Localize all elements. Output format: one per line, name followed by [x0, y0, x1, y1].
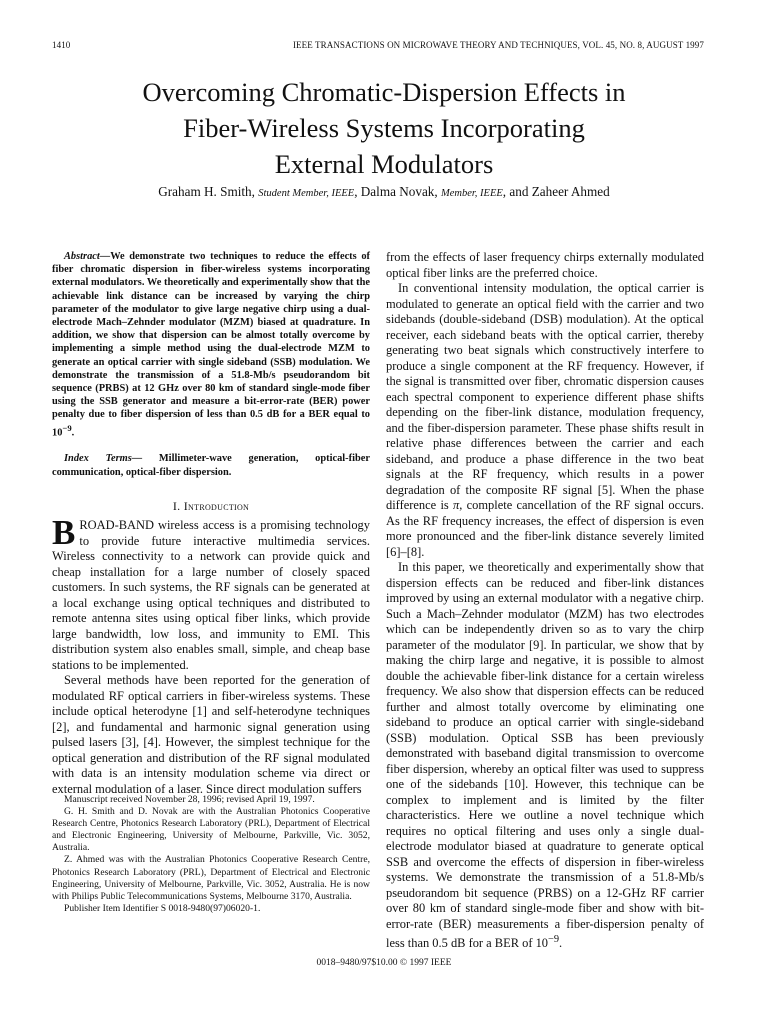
page-number: 1410: [52, 40, 71, 50]
body-paragraph: [386, 281, 704, 560]
abstract-text: We demonstrate two techniques to reduce the effects of fiber chromatic dispersion in fiber-wireless systems incorporating external modulators. We theoretically and experimentally show that the achievable link distance can be increased by varying the chirp parameter of the modulator to give large negative chirp using a dual-electrode Mach–Zehnder modulator (MZM) biased at quadrature. In addition, we show that dispersion can be almost totally overcome by implementing a simple method using the dual-electrode MZM to generate an optical carrier with single sideband (SSB) modulation. We demonstrate the transmission of a 51.8-Mb/s pseudorandom bit sequence (PRBS) at 12 GHz over 80 km of standard single-mode fiber using the SSB generator and measure a bit-error-rate (BER) power penalty due to fiber dispersion of less than 0.5 dB for a BER equal to 10: [52, 251, 370, 439]
footnote: Z. Ahmed was with the Australian Photonics Cooperative Research Centre, Photonics Research Laboratory (PRL), Department of Electrical and Electronic Engineering, University of Melbourne, Parkville, Vic. 3052, Australia. He is now with Philips Public Telecommunications Systems, Melbourne 3170, Australia.: [52, 854, 370, 902]
footnote: Manuscript received November 28, 1996; revised April 19, 1997.: [64, 794, 315, 805]
footnotes: [52, 794, 370, 915]
title-line: Fiber-Wireless Systems Incorporating: [183, 113, 585, 143]
index-terms-text: Millimeter-wave generation, optical-fiber communication, optical-fiber dispersion.: [52, 453, 370, 478]
title-line: External Modulators: [274, 149, 494, 179]
footnote: G. H. Smith and D. Novak are with the Australian Photonics Cooperative Research Centre, Photonics Research Laboratory (PRL), Department of Electrical and Electronic Engineering, University of Melbourne, Parkville, Vic. 3052, Australia.: [52, 806, 370, 854]
footnote: Publisher Item Identifier S 0018-9480(97)06020-1.: [64, 902, 261, 914]
section-heading: [52, 499, 370, 515]
abstract-end: .: [71, 427, 75, 439]
index-terms-lead: Index Terms—: [64, 453, 143, 465]
author-role: Student Member, IEEE: [258, 188, 355, 199]
body-text: In this paper, we theoretically and experimentally show that dispersion effects can be reduced and fiber-link distances improved by using an external modulator with a negative chirp. Such a Mach–Zehnder modulator (MZM) has two electrodes which can be independently driven so as to vary the chirp parameter of the modulator [9]. In particular, we show that by making the chirp large and negative, it is possible to almost double the achievable fiber-link distance for a certain wireless frequency. We also show that dispersion effects can be reduced further and almost totally overcome by eliminating one sideband to produce an optical carrier with single-sideband (SSB) modulation. Optical SSB has been previously demonstrated with baseband digital transmission to overcome fiber dispersion, whereby an optical filter was used to suppress one of the sidebands [10]. However, this technique can be complex to implement and is limited by the filter characteristics. Here we outline a novel technique which requires no optical filtering and uses only a single dual-electrode modulator biased at quadrature to generate optical SSB and overcome the effects of dispersion in fiber-wireless systems. We demonstrate the transmission of a 51.8-Mb/s pseudorandom bit sequence (PRBS) on a 12-GHz RF carrier over 80 km of standard single-mode fiber and show with bit-error-rate (BER) measurements a fiber-dispersion penalty of less than 0.5 dB for a BER of 10: [386, 560, 704, 951]
body-text: In conventional intensity modulation, the optical carrier is modulated to generate an optical field with the carrier and two sidebands (double-sideband (DSB) modulation). At the optical receiver, each sideband beats with the optical carrier, thereby generating two beat signals which constructively interfere to produce a single component at the RF frequency. However, if the signal is transmitted over fiber, chromatic dispersion causes each spectral component to experience different phase shifts depending on the fiber-link distance, modulation frequency, and the fiber-dispersion parameter. These phase shifts result in relative phase differences between the carrier and each sideband, and produce a phase difference in the two beat signals at the RF frequency, which results in a power degradation of the composite RF signal [5]. When the phase difference is: [386, 281, 704, 512]
left-column: [52, 250, 370, 797]
abstract-lead: Abstract—: [64, 251, 111, 262]
abstract-exponent: −9: [62, 422, 72, 433]
paper-title: [40, 74, 728, 182]
index-terms: [52, 452, 370, 478]
body-paragraph: [386, 560, 704, 952]
intro-text: wireless access is a promising technology to provide future interactive multimedia services. Wireless connectivity to a network can provide quick and cheap installation for a large number of closely spaced customers. In such systems, the RF signals can be generated at a local exchange using optical techniques and distributed to remote antenna sites using optical fiber links, which provide large bandwidth, low loss, and immunity to EMI. This distribution system also enables small, simple, and cheap base stations to be implemented.: [52, 518, 370, 672]
section-number: I.: [172, 498, 181, 513]
copyright-line: 0018–9480/97$10.00 © 1997 IEEE: [316, 958, 452, 968]
title-line: Overcoming Chromatic-Dispersion Effects in: [142, 77, 626, 107]
author-list: [40, 184, 728, 200]
intro-paragraph: Several methods have been reported for the generation of modulated RF optical carriers in fiber-wireless systems. These include optical heterodyne [1] and self-heterodyne techniques [2], and fundamental and harmonic signal generation using pulsed lasers [3], [4]. However, the simplest technique for the optical generation and distribution of the RF signal modulated with data is an intensity modulation scheme via direct or external modulation of a laser. Since direct modulation suffers: [52, 673, 370, 796]
intro-paragraph: [52, 513, 370, 673]
journal-name: IEEE TRANSACTIONS ON MICROWAVE THEORY AND TECHNIQUES, VOL. 45, NO. 8, AUGUST 1997: [292, 40, 704, 50]
body-end: .: [559, 936, 563, 951]
intro-lead-word: ROAD-BAND: [79, 518, 154, 533]
author-role: Member, IEEE: [440, 188, 503, 199]
body-paragraph: from the effects of laser frequency chirps externally modulated optical fiber links are the preferred choice.: [386, 250, 704, 280]
pi-symbol: π: [453, 498, 460, 512]
author-name: , and Zaheer Ahmed: [502, 184, 610, 199]
author-name: Graham H. Smith,: [158, 184, 255, 199]
drop-cap: B: [52, 513, 76, 553]
author-name: , Dalma Novak,: [354, 184, 438, 199]
body-text: , complete cancellation of the RF signal occurs. As the RF frequency increases, the effect of dispersion is even more pronounced and the fiber-link distance severely limited [6]–[8].: [386, 498, 704, 559]
ber-exponent: −9: [548, 934, 560, 945]
right-column: [386, 250, 704, 952]
section-title: Introduction: [183, 498, 250, 513]
abstract: [52, 250, 370, 439]
